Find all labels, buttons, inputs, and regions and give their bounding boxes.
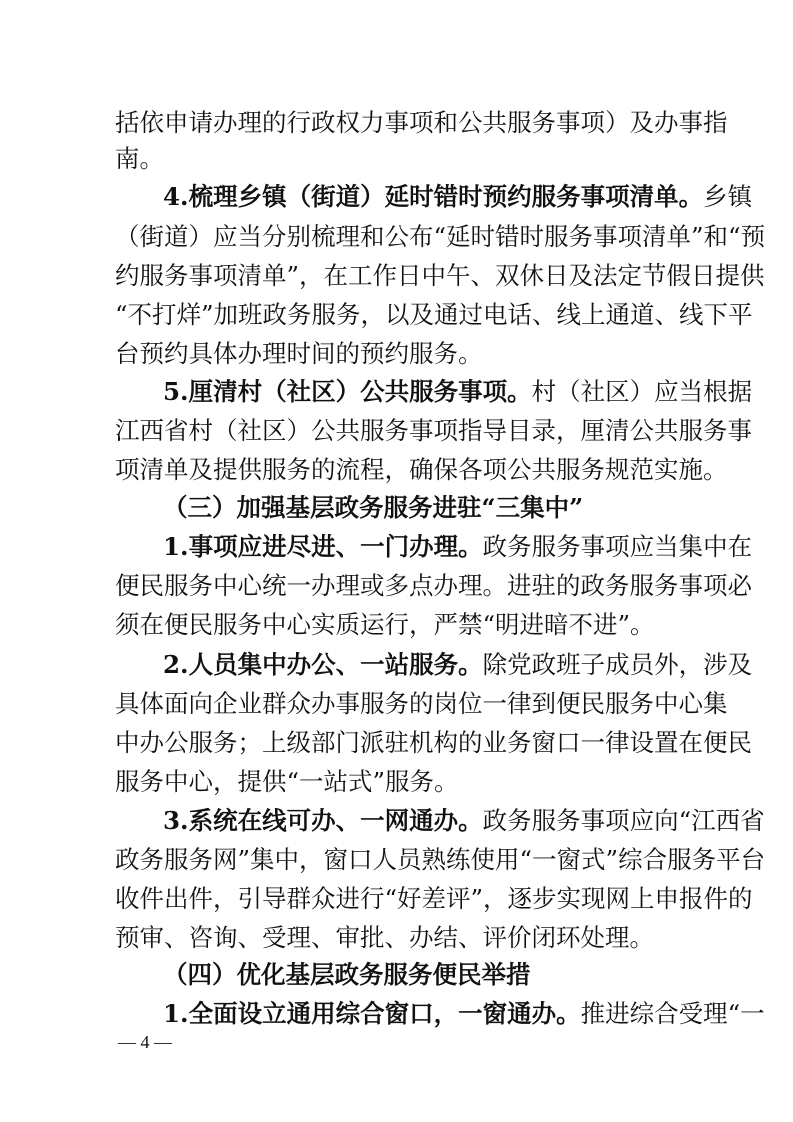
body-text-run: 除党政班子成员外，涉及 bbox=[482, 650, 753, 679]
body-text-line: 中办公服务；上级部门派驻机构的业务窗口一律设置在便民 bbox=[115, 728, 752, 757]
body-text-line: 收件出件，引导群众进行“好差评”，逐步实现网上申报件的 bbox=[115, 884, 753, 913]
body-text-line: 项清单及提供服务的流程，确保各项公共服务规范实施。 bbox=[115, 455, 728, 484]
section-heading-3: （三）加强基层政务服务进驻“三集中” bbox=[163, 493, 584, 522]
body-text-run: 村（社区）应当根据 bbox=[531, 377, 753, 406]
body-text-line: 预审、咨询、受理、审批、办结、评价闭环处理。 bbox=[115, 923, 654, 952]
body-text-run: 乡镇 bbox=[703, 182, 753, 211]
item-5-heading: 5.厘清村（社区）公共服务事项。 bbox=[163, 377, 532, 406]
body-text-line: 服务中心，提供“一站式”服务。 bbox=[115, 767, 459, 796]
body-text-line: 须在便民服务中心实质运行，严禁“明进暗不进”。 bbox=[115, 610, 655, 639]
body-text-run: 政务服务事项应当集中在 bbox=[482, 532, 753, 561]
paragraph-4-1 bbox=[115, 997, 765, 1031]
paragraph-3-3 bbox=[115, 804, 765, 838]
item-3-3-heading: 3.系统在线可办、一网通办。 bbox=[163, 806, 483, 835]
body-text-run: 推进综合受理“一 bbox=[580, 999, 765, 1028]
item-3-1-heading: 1.事项应进尽进、一门办理。 bbox=[163, 532, 483, 561]
page-number: — 4 — bbox=[118, 1032, 172, 1052]
body-text-line: 具体面向企业群众办事服务的岗位一律到便民服务中心集 bbox=[115, 689, 728, 718]
body-text-line: 江西省村（社区）公共服务事项指导目录，厘清公共服务事 bbox=[115, 416, 752, 445]
item-4-1-heading: 1.全面设立通用综合窗口，一窗通办。 bbox=[163, 999, 581, 1028]
body-text-line: 台预约具体办理时间的预约服务。 bbox=[115, 339, 483, 368]
body-text-line: 约服务事项清单”，在工作日中午、双休日及法定节假日提供 bbox=[115, 261, 765, 290]
body-text-line: 政务服务网”集中，窗口人员熟练使用“一窗式”综合服务平台 bbox=[115, 845, 766, 874]
body-text-line: 南。 bbox=[115, 144, 164, 173]
body-text-line: “不打烊”加班政务服务，以及通过电话、线上通道、线下平 bbox=[115, 300, 753, 329]
paragraph-5 bbox=[115, 375, 753, 409]
item-4-heading: 4.梳理乡镇（街道）延时错时预约服务事项清单。 bbox=[163, 182, 704, 211]
paragraph-3-2 bbox=[115, 648, 753, 682]
body-text-line: 括依申请办理的行政权力事项和公共服务事项）及办事指 bbox=[115, 108, 728, 137]
item-3-2-heading: 2.人员集中办公、一站服务。 bbox=[163, 650, 483, 679]
section-heading-4: （四）优化基层政务服务便民举措 bbox=[163, 960, 531, 989]
body-text-line: 便民服务中心统一办理或多点办理。进驻的政务服务事项必 bbox=[115, 571, 752, 600]
body-text-run: 政务服务事项应向“江西省 bbox=[482, 806, 765, 835]
paragraph-4 bbox=[115, 180, 753, 214]
body-text-line: （街道）应当分别梳理和公布“延时错时服务事项清单”和“预 bbox=[115, 222, 766, 251]
paragraph-3-1 bbox=[115, 530, 753, 564]
